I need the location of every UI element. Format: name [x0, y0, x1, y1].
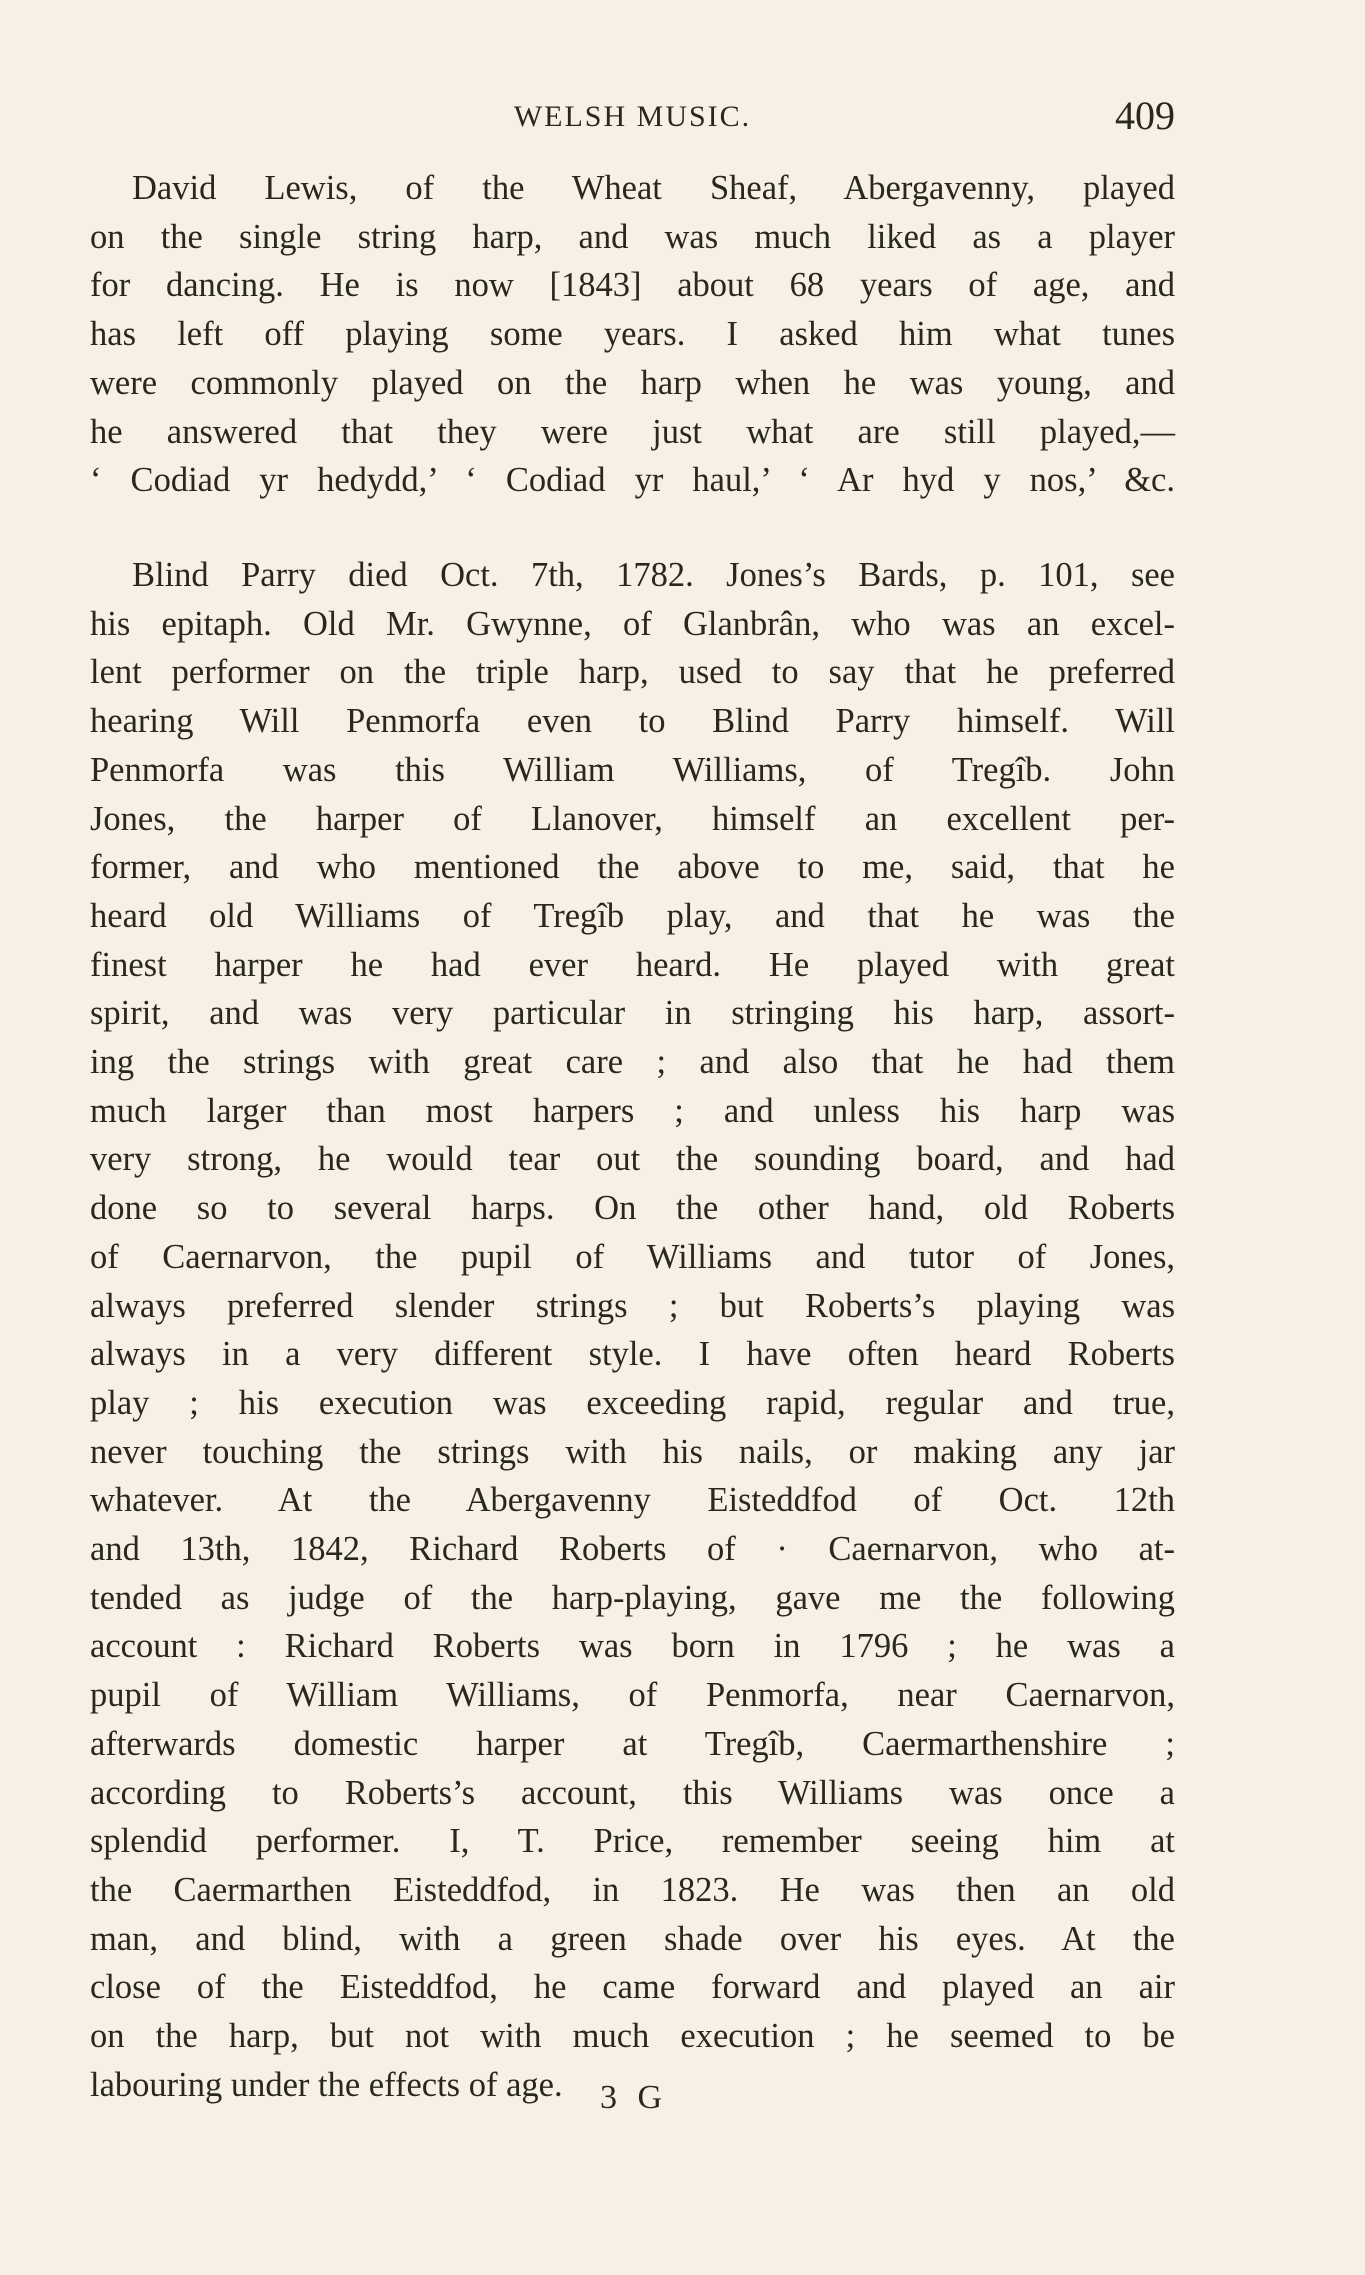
text-line: very strong, he would tear out the sounding board, and had: [90, 1140, 1175, 1179]
text-line: has left off playing some years. I asked him what tunes: [90, 315, 1175, 354]
text-line: done so to several harps. On the other hand, old Roberts: [90, 1189, 1175, 1228]
text-line: spirit, and was very particular in stringing his harp, assort-: [90, 994, 1175, 1033]
text-line: much larger than most harpers ; and unless his harp was: [90, 1091, 1175, 1130]
text-line: his epitaph. Old Mr. Gwynne, of Glanbrân, who was an excel-: [90, 604, 1175, 643]
text-line: splendid performer. I, T. Price, remember seeing him at: [90, 1822, 1175, 1861]
text-line: close of the Eisteddfod, he came forward and played an air: [90, 1968, 1175, 2007]
text-line: afterwards domestic harper at Tregîb, Caermarthenshire ;: [90, 1724, 1175, 1763]
text-line: man, and blind, with a green shade over his eyes. At the: [90, 1919, 1175, 1958]
text-line: ‘ Codiad yr hedydd,’ ‘ Codiad yr haul,’ ‘ Ar hyd y nos,’ &c.: [90, 461, 1175, 500]
text-line: never touching the strings with his nails, or making any jar: [90, 1432, 1175, 1471]
paragraph-blind-parry: [90, 551, 1175, 2110]
text-line: tended as judge of the harp-playing, gave me the following: [90, 1578, 1175, 1617]
text-line: and 13th, 1842, Richard Roberts of · Caernarvon, who at-: [90, 1530, 1175, 1569]
text-line: for dancing. He is now [1843] about 68 years of age, and: [90, 266, 1175, 305]
text-line: pupil of William Williams, of Penmorfa, near Caernarvon,: [90, 1676, 1175, 1715]
text-line: labouring under the effects of age.: [90, 2065, 563, 2104]
text-line: play ; his execution was exceeding rapid, regular and true,: [90, 1383, 1175, 1422]
text-line: lent performer on the triple harp, used to say that he preferred: [90, 653, 1175, 692]
text-line: on the single string harp, and was much liked as a player: [90, 217, 1175, 256]
text-line: hearing Will Penmorfa even to Blind Parry himself. Will: [90, 702, 1175, 741]
text-line: according to Roberts’s account, this Williams was once a: [90, 1773, 1175, 1812]
text-line: heard old Williams of Tregîb play, and that he was the: [90, 896, 1175, 935]
running-head: [90, 92, 1175, 142]
text-line: always in a very different style. I have often heard Roberts: [90, 1335, 1175, 1374]
paragraph-david-lewis: [90, 164, 1175, 505]
page-number: 409: [1115, 93, 1175, 138]
text-line: the Caermarthen Eisteddfod, in 1823. He was then an old: [90, 1870, 1175, 1909]
text-line: account : Richard Roberts was born in 1796 ; he was a: [90, 1627, 1175, 1666]
text-line: finest harper he had ever heard. He played with great: [90, 945, 1175, 984]
text-line: he answered that they were just what are still played,—: [90, 412, 1175, 451]
text-line: of Caernarvon, the pupil of Williams and tutor of Jones,: [90, 1237, 1175, 1276]
text-line: always preferred slender strings ; but Roberts’s playing was: [90, 1286, 1175, 1325]
text-line: ing the strings with great care ; and also that he had them: [90, 1043, 1175, 1082]
running-title: WELSH MUSIC.: [513, 100, 752, 133]
text-line: Jones, the harper of Llanover, himself an excellent per-: [90, 799, 1175, 838]
signature-mark: 3 G: [600, 2079, 669, 2116]
text-line: whatever. At the Abergavenny Eisteddfod of Oct. 12th: [90, 1481, 1175, 1520]
text-line: David Lewis, of the Wheat Sheaf, Abergavenny, played: [132, 169, 1175, 207]
text-line: Blind Parry died Oct. 7th, 1782. Jones’s Bards, p. 101, see: [132, 556, 1175, 594]
text-line: former, and who mentioned the above to me, said, that he: [90, 848, 1175, 887]
text-line: Penmorfa was this William Williams, of Tregîb. John: [90, 750, 1175, 789]
text-line: were commonly played on the harp when he was young, and: [90, 363, 1175, 402]
text-line: on the harp, but not with much execution ; he seemed to be: [90, 2017, 1175, 2056]
